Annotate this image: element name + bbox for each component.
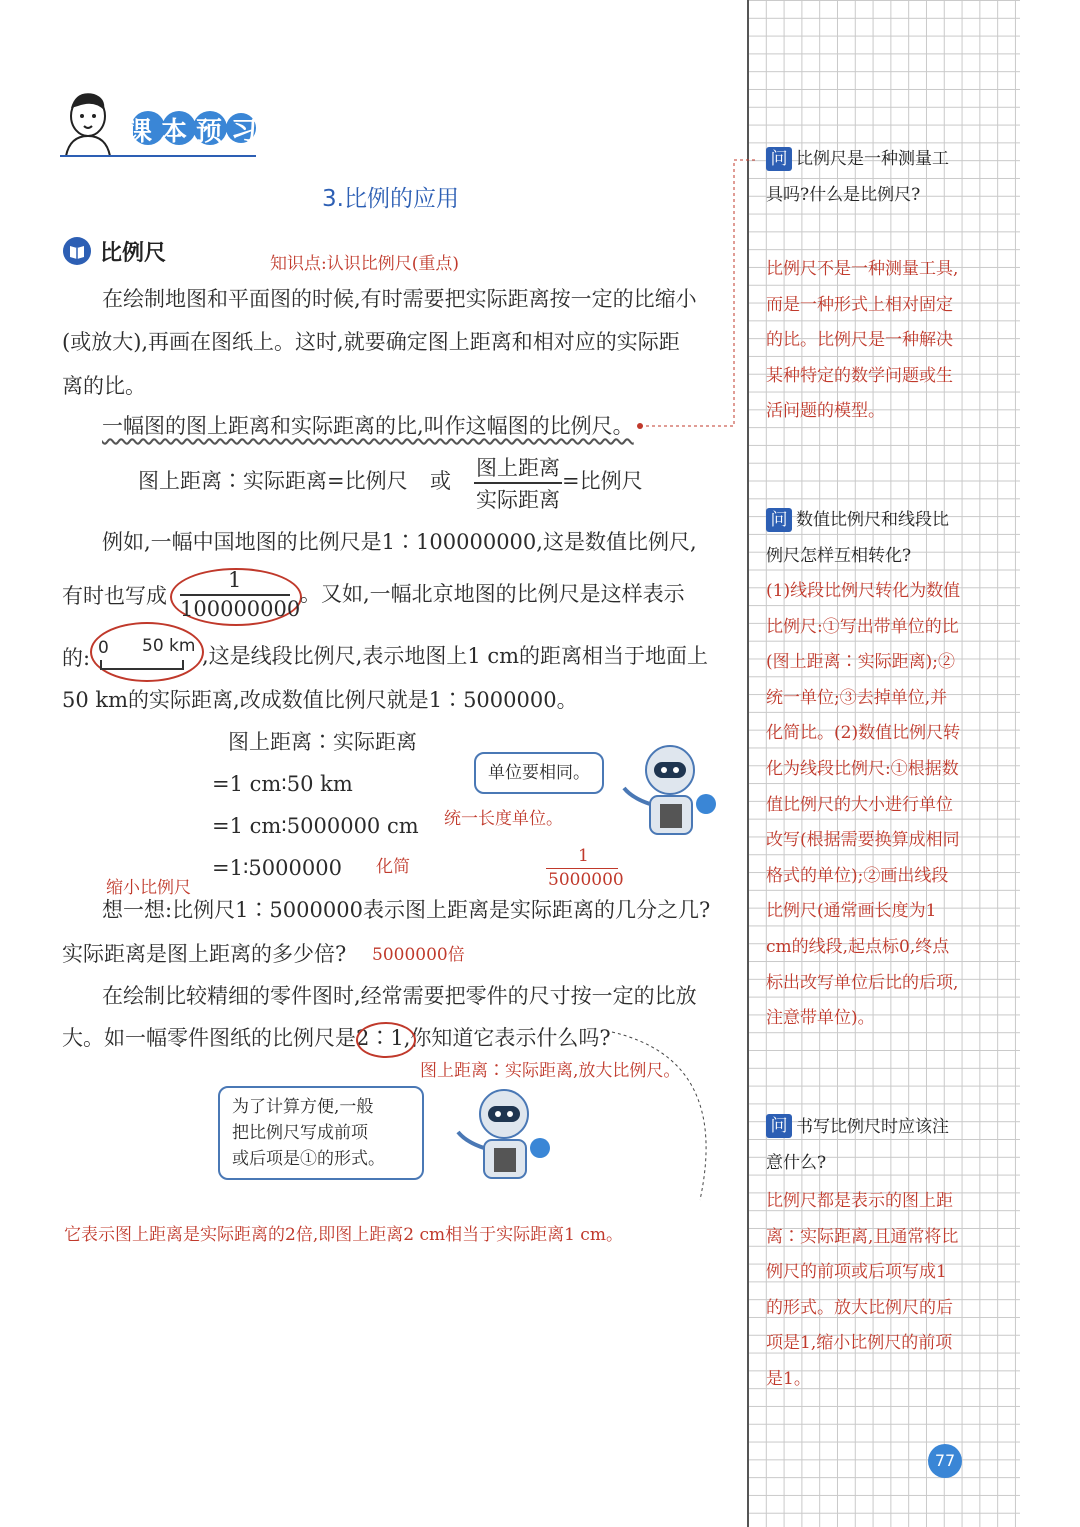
formula-denominator: 实际距离 <box>476 488 560 512</box>
formula-numerator: 图上距离 <box>476 456 560 480</box>
para3-line1: 例如,一幅中国地图的比例尺是1∶100000000,这是数值比例尺, <box>102 530 697 554</box>
bottom-note: 它表示图上距离是实际距离的2倍,即图上距离2 cm相当于实际距离1 cm。 <box>64 1225 623 1245</box>
note-shrink: 缩小比例尺 <box>106 878 191 898</box>
subsection-title: 比例尺 <box>100 241 167 266</box>
para1-line3: 离的比。 <box>62 374 146 398</box>
q2-question-text: 数值比例尺和线段比例尺怎样互相转化? <box>766 510 949 566</box>
note-simplify: 化简 <box>376 857 410 877</box>
page-number <box>928 1444 962 1478</box>
formula-left: 图上距离∶实际距离=比例尺 <box>138 469 408 493</box>
para1-line2: (或放大),再画在图纸上。这时,就要确定图上距离和相对应的实际距 <box>62 330 680 354</box>
fraction2-denominator: 5000000 <box>548 870 624 890</box>
definition: 一幅图的图上距离和实际距离的比,叫作这幅图的比例尺。 <box>102 414 634 438</box>
q3-question-text: 书写比例尺时应该注意什么? <box>766 1117 949 1173</box>
para3-line4: 50 km的实际距离,改成数值比例尺就是1∶5000000。 <box>62 688 578 712</box>
q2-badge: 问 <box>766 508 792 532</box>
q2-answer: (1)线段比例尺转化为数值比例尺:①写出带单位的比(图上距离∶实际距离);②统一单位;③去掉单位,并化简比。(2)数值比例尺转化为线段比例尺:①根据数值比例尺的大小进行单位改写(根据需要换算成相同格式的单位);②画出线段比例尺(通常画长度为1 cm的线段,起点标0,终点标出改写单位后比的后项,注意带单位)。 <box>766 581 961 1029</box>
para3-line3a: 的: <box>62 646 91 670</box>
calc-line2: =1 cm∶50 km <box>212 772 353 796</box>
bubble-unit-same-text: 单位要相同。 <box>488 763 590 783</box>
q1-question <box>766 142 962 213</box>
para1-line1: 在绘制地图和平面图的时候,有时需要把实际距离按一定的比缩小 <box>102 287 697 311</box>
formula-or: 或 <box>430 469 451 493</box>
q2-question <box>766 503 962 574</box>
q1-badge: 问 <box>766 147 792 171</box>
para3-line2a: 有时也写成 <box>62 584 167 608</box>
think-line2: 实际距离是图上距离的多少倍? <box>62 942 347 966</box>
bubble-calc-tip-line3: 或后项是①的形式。 <box>232 1149 385 1169</box>
note-times: 5000000倍 <box>372 945 465 965</box>
scale-fifty: 50 km <box>142 636 196 656</box>
knowledge-note: 知识点:认识比例尺(重点) <box>270 254 459 274</box>
header-badge: 课本预习 <box>126 117 267 147</box>
calc-line4: =1∶5000000 <box>212 856 342 880</box>
calc-line1: 图上距离∶实际距离 <box>228 730 417 754</box>
bubble-calc-tip-line1: 为了计算方便,一般 <box>232 1097 374 1117</box>
para3-line2b: 。又如,一幅北京地图的比例尺是这样表示 <box>300 582 685 606</box>
fraction-numerator: 1 <box>228 568 242 592</box>
para4-line1: 在绘制比较精细的零件图时,经常需要把零件的尺寸按一定的比放 <box>102 984 697 1008</box>
q1-question-text: 比例尺是一种测量工具吗?什么是比例尺? <box>766 149 949 205</box>
page-number-text: 77 <box>934 1451 956 1470</box>
q3-question <box>766 1110 962 1181</box>
para4-line2: 大。如一幅零件图纸的比例尺是2∶1,你知道它表示什么吗? <box>62 1026 611 1050</box>
scale-zero: 0 <box>98 638 109 658</box>
para3-line3b: ,这是线段比例尺,表示地图上1 cm的距离相当于地面上 <box>202 644 709 668</box>
note-enlarge: 图上距离∶实际距离,放大比例尺。 <box>420 1061 681 1081</box>
section-title: 3.比例的应用 <box>322 186 459 212</box>
q3-answer: 比例尺都是表示的图上距离∶实际距离,且通常将比例尺的前项或后项写成1的形式。放大比例尺的后项是1,缩小比例尺的前项是1。 <box>766 1191 959 1389</box>
q1-answer: 比例尺不是一种测量工具,而是一种形式上相对固定的比。比例尺是一种解决某种特定的数学问题或生活问题的模型。 <box>766 259 959 422</box>
calc-line3: =1 cm∶5000000 cm <box>212 814 419 838</box>
think-line1: 想一想:比例尺1∶5000000表示图上距离是实际距离的几分之几? <box>102 898 711 922</box>
fraction-denominator: 100000000 <box>180 597 301 621</box>
note-unify: 统一长度单位。 <box>444 809 563 829</box>
bubble-calc-tip-line2: 把比例尺写成前项 <box>232 1123 368 1143</box>
q3-badge: 问 <box>766 1114 792 1138</box>
fraction2-numerator: 1 <box>578 846 589 866</box>
formula-right: =比例尺 <box>562 469 643 493</box>
